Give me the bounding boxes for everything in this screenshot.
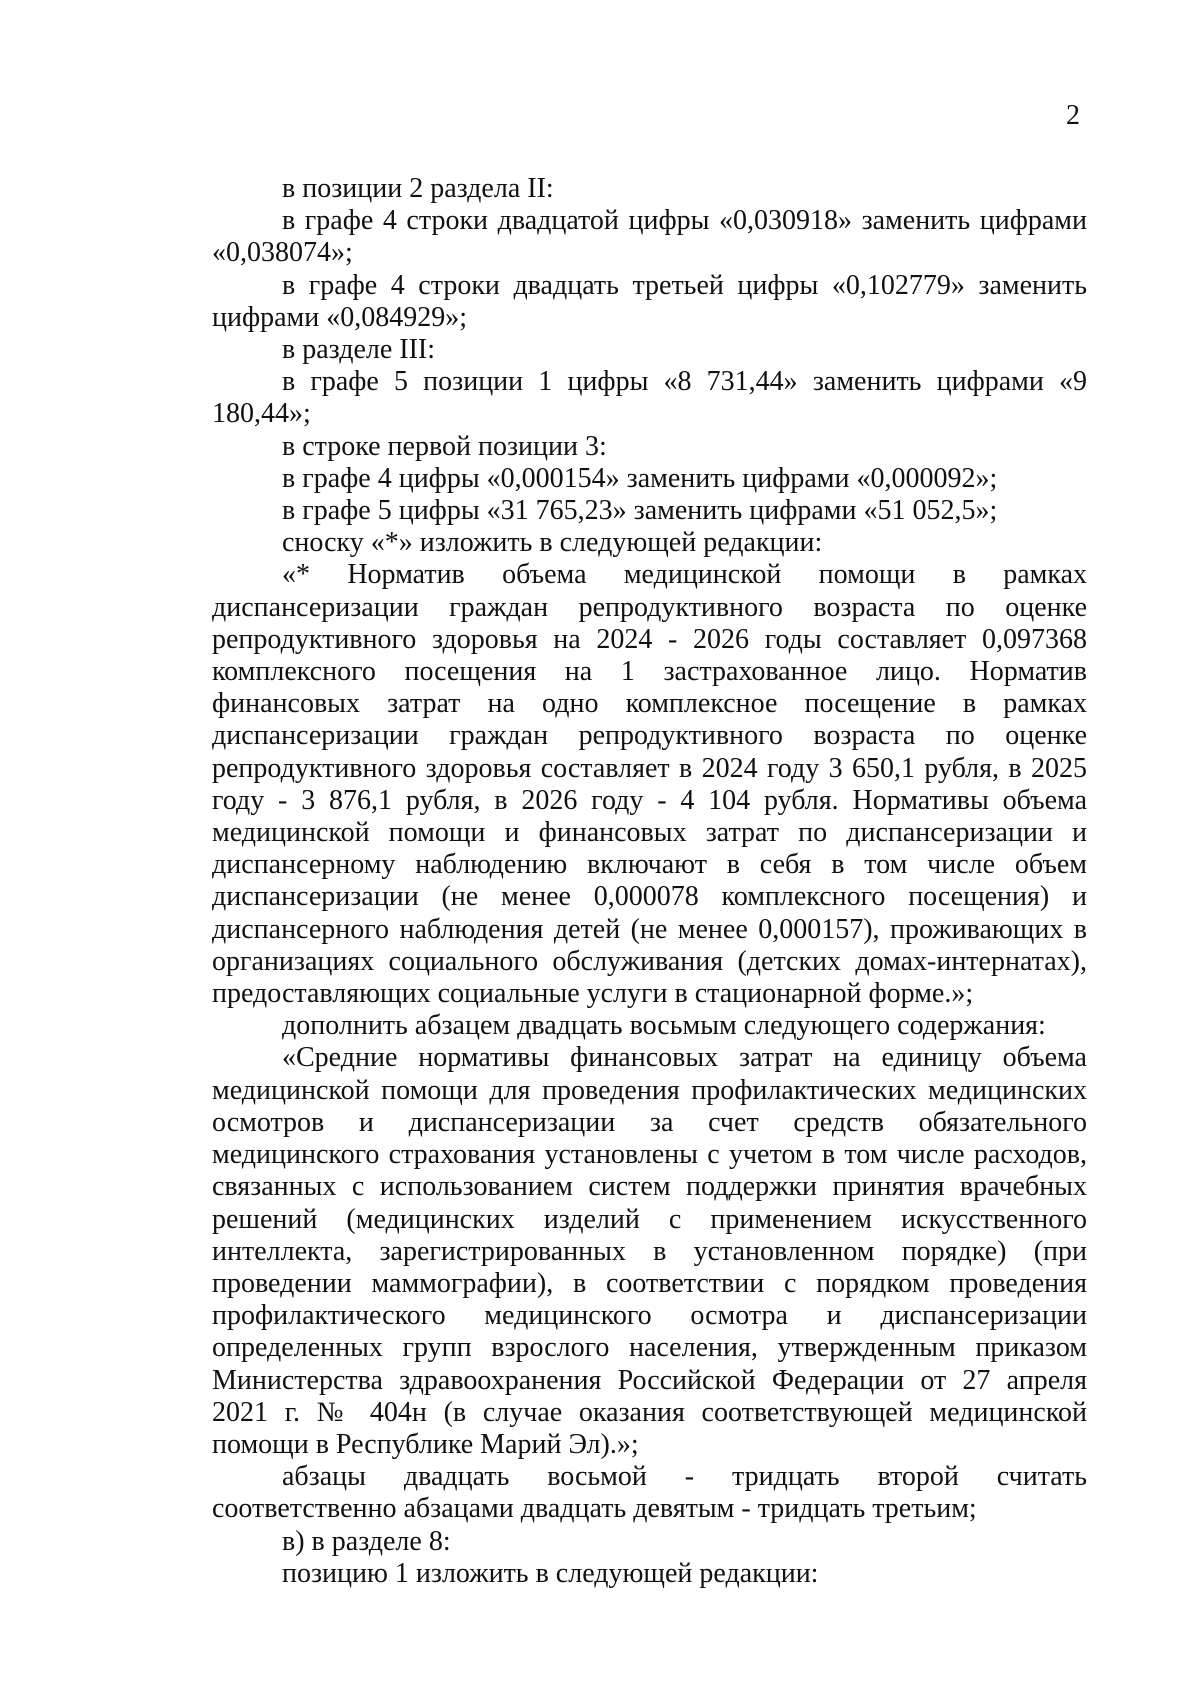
paragraph-renumbering: абзацы двадцать восьмой - тридцать второй считать соответственно абзацами двадцать девятым - тридцать третьим; <box>212 1461 1087 1525</box>
paragraph-column-5-digits: в графе 5 цифры «31 765,23» заменить цифрами «51 052,5»; <box>282 495 998 527</box>
paragraph-column-4-digits: в графе 4 цифры «0,000154» заменить цифрами «0,000092»; <box>282 462 998 494</box>
paragraph-average-standards: «Средние нормативы финансовых затрат на единицу объема медицинской помощи для проведения профилактических медицинских осмотров и диспансеризации за счет средств обязательного медицинского страхования установлены с учетом в том числе расходов, связанных с использованием систем поддержки принятия врачебных решений (медицинских изделий с применением искусственного интеллекта, зарегистрированных в установленном порядке) (при проведении маммографии), в соответствии с порядком проведения профилактического медицинского осмотра и диспансеризации определенных групп взрослого населения, утвержденным приказом Министерства здравоохранения Российской Федерации от 27 апреля 2021 г. № 404н (в случае оказания соответствующей медицинской помощи в Республике Марий Эл).»; <box>212 1042 1087 1460</box>
paragraph-position-1: позицию 1 изложить в следующей редакции: <box>282 1557 819 1589</box>
paragraph-section-iii: в разделе III: <box>282 334 436 366</box>
paragraph-column-4-row-23: в графе 4 строки двадцать третьей цифры «0,102779» заменить цифрами «0,084929»; <box>212 269 1087 333</box>
paragraph-position-3-first-row: в строке первой позиции 3: <box>282 430 607 462</box>
paragraph-column-5-position-1: в графе 5 позиции 1 цифры «8 731,44» заменить цифрами «9 180,44»; <box>212 366 1087 430</box>
document-body <box>212 173 1087 1590</box>
paragraph-add-28th: дополнить абзацем двадцать восьмым следующего содержания: <box>282 1010 1046 1042</box>
paragraph-section-8: в) в разделе 8: <box>282 1525 451 1557</box>
page-number: 2 <box>1066 100 1080 131</box>
paragraph-column-4-row-20: в графе 4 строки двадцатой цифры «0,030918» заменить цифрами «0,038074»; <box>212 205 1087 269</box>
paragraph-section-ii-position-2: в позиции 2 раздела II: <box>282 173 554 204</box>
paragraph-footnote-intro: сноску «*» изложить в следующей редакции: <box>282 527 823 559</box>
paragraph-footnote-text: «* Норматив объема медицинской помощи в рамках диспансеризации граждан репродуктивного возраста по оценке репродуктивного здоровья на 2024 - 2026 годы составляет 0,097368 комплексного посещения на 1 застрахованное лицо. Норматив финансовых затрат на одно комплексное посещение в рамках диспансеризации граждан репродуктивного возраста по оценке репродуктивного здоровья составляет в 2024 году 3 650,1 рубля, в 2025 году - 3 876,1 рубля, в 2026 году - 4 104 рубля. Нормативы объема медицинской помощи и финансовых затрат по диспансеризации и диспансерному наблюдению включают в себя в том числе объем диспансеризации (не менее 0,000078 комплексного посещения) и диспансерного наблюдения детей (не менее 0,000157), проживающих в организациях социального обслуживания (детских домах-интернатах), предоставляющих социальные услуги в стационарной форме.»; <box>212 559 1087 1010</box>
